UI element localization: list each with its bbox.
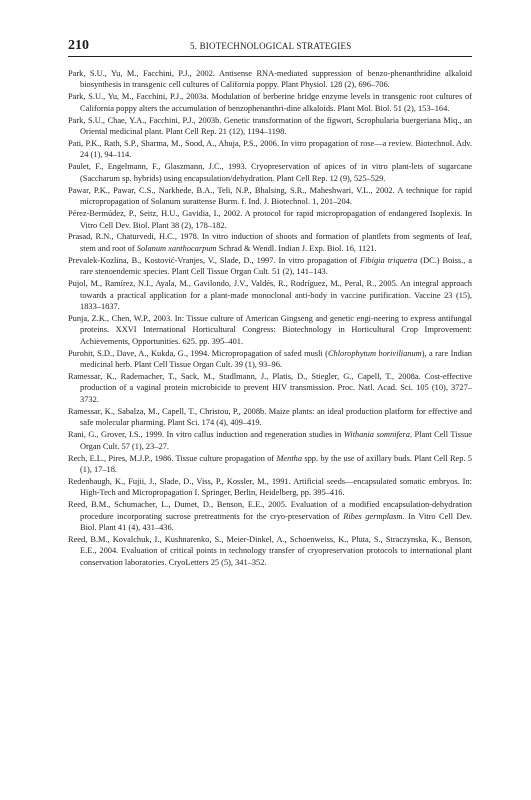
reference-entry: Paulet, F., Engelmann, F., Glaszmann, J.C., 1993. Cryopreservation of apices of in vitro plant-lets of sugarcane (Saccharum sp. hybrids) using encapsulation/dehydration. Plant Cell Rep. 12 (9), 525–529. [68,162,472,183]
reference-entry: Rech, E.L., Pires, M.J.P., 1986. Tissue culture propagation of Mentha spp. by the use of axillary buds. Plant Cell Rep. 5 (1), 17–18. [68,453,472,474]
reference-entry: Ramessar, K., Rademacher, T., Sack, M., Stadlmann, J., Platis, D., Stiegler, G., Capell, T., 2008a. Cost-effective production of a vaginal protein microbicide to prevent HIV transmission. Proc. Natl. Acad. Sci. 105 (10), 3727–3732. [68,372,472,404]
reference-entry: Pérez-Bermúdez, P., Seitz, H.U., Gavidia, I., 2002. A protocol for rapid micropropagation of endangered Isoplexis. In Vitro Cell Dev. Biol. Plant 38 (2), 178–182. [68,209,472,230]
page-header [68,38,472,57]
reference-entry: Reed, B.M., Kovalchuk, I., Kushnarenko, S., Meier-Dinkel, A., Schoenweiss, K., Pluta, S., Straczynska, K., Benson, E.E., 2004. Evaluation of critical points in technology transfer of cryopreservation protocols to international plant conservation laboratories. CryoLetters 25 (5), 341–352. [68,535,472,567]
page-number: 210 [68,38,89,53]
reference-entry: Rani, G., Grover, I.S., 1999. In vitro callus induction and regeneration studies in Withania somnifera. Plant Cell Tissue Organ Cult. 57 (1), 23–27. [68,430,472,451]
reference-entry: Punja, Z.K., Chen, W.P., 2003. In: Tissue culture of American Gingseng and genetic engi-neering to express antifungal proteins. XXVI International Horticultural Congress: Biotechnology in Horticultural Crop Improvement: Achievements, Opportunities. 625. pp. 395–401. [68,313,472,346]
reference-entry: Pawar, P.K., Pawar, C.S., Narkhede, B.A., Teli, N.P., Bhalsing, S.R., Maheshwari, V.L., 2002. A technique for rapid micropropagation of Solanum surattense Burm. f. Ind. J. Biotechnol. 1, 201–204. [68,185,472,207]
reference-entry: Reed, B.M., Schumacher, L., Dumet, D., Benson, E.E., 2005. Evaluation of a modified encapsulation-dehydration procedure incorporating sucrose pretreatments for the cryo-preservation of Ribes germplasm. In Vitro Cell Dev. Biol. Plant 41 (4), 431–436. [68,500,473,533]
reference-entry: Prevalek-Kozlina, B., Kostović-Vranjes, V., Slade, D., 1997. In vitro propagation of Fibigia triquetra (DC.) Boiss., a rare stenoendemic species. Plant Cell Tissue Organ Cult. 51 (2), 141–143. [68,255,472,277]
reference-entry: Park, S.U., Yu, M., Facchini, P.J., 2003a. Modulation of berberine bridge enzyme levels in transgenic root cultures of California poppy alters the accumulation of benzophenanthri-dine alkaloids. Plant Mol. Biol. 51 (2), 153–164. [68,92,472,113]
reference-entry: Purohit, S.D., Dave, A., Kukda, G., 1994. Micropropagation of safed musli (Chlorophytum borivilianum), a rare Indian medicinal herb. Plant Cell Tissue Organ Cult. 39 (1), 93–96. [68,348,472,370]
reference-entry: Redenbaugh, K., Fujii, J., Slade, D., Viss, P., Kossler, M., 1991. Artificial seeds—encapsulated somatic embryos. In: High-Tech and Micropropagation I. Springer, Berlin, Heidelberg, pp. 395–416. [68,476,472,498]
reference-entry: Park, S.U., Yu, M., Facchini, P.J., 2002. Antisense RNA-mediated suppression of benzo-phenanthridine alkaloid biosynthesis in transgenic cell cultures of California poppy. Plant Physiol. 128 (2), 696–706. [68,69,472,90]
reference-entry: Pujol, M., Ramírez, N.I., Ayala, M., Gavilondo, J.V., Valdés, R., Rodríguez, M., Peral, R., 2005. An integral approach towards a practical application for a plant-made monoclonal anti-body in vaccine purification. Vaccine 23 (15), 1833–1837. [68,279,472,311]
running-head: 5. BIOTECHNOLOGICAL STRATEGIES [190,41,352,51]
reference-list [68,68,472,569]
reference-entry: Park, S.U., Chae, Y.A., Facchini, P.J., 2003b. Genetic transformation of the figwort, Scrophularia buergeriana Miq., an Oriental medicinal plant. Plant Cell Rep. 21 (12), 1194–1198. [68,115,472,137]
reference-entry: Pati, P.K., Rath, S.P., Sharma, M., Sood, A., Ahuja, P.S., 2006. In vitro propagation of rose—a review. Biotechnol. Adv. 24 (1), 94–114. [68,139,472,160]
reference-entry: Prasad, R.N., Chaturvedi, H.C., 1978. In vitro induction of shoots and formation of plantlets from segments of leaf, stem and root of Solanum xanthocarpum Schrad & Wendl. Indian J. Exp. Biol. 16, 1121. [68,232,472,253]
reference-entry: Ramessar, K., Sabalza, M., Capell, T., Christou, P., 2008b. Maize plants: an ideal production platform for effective and safe molecular pharming. Plant Sci. 174 (4), 409–419. [68,406,472,428]
